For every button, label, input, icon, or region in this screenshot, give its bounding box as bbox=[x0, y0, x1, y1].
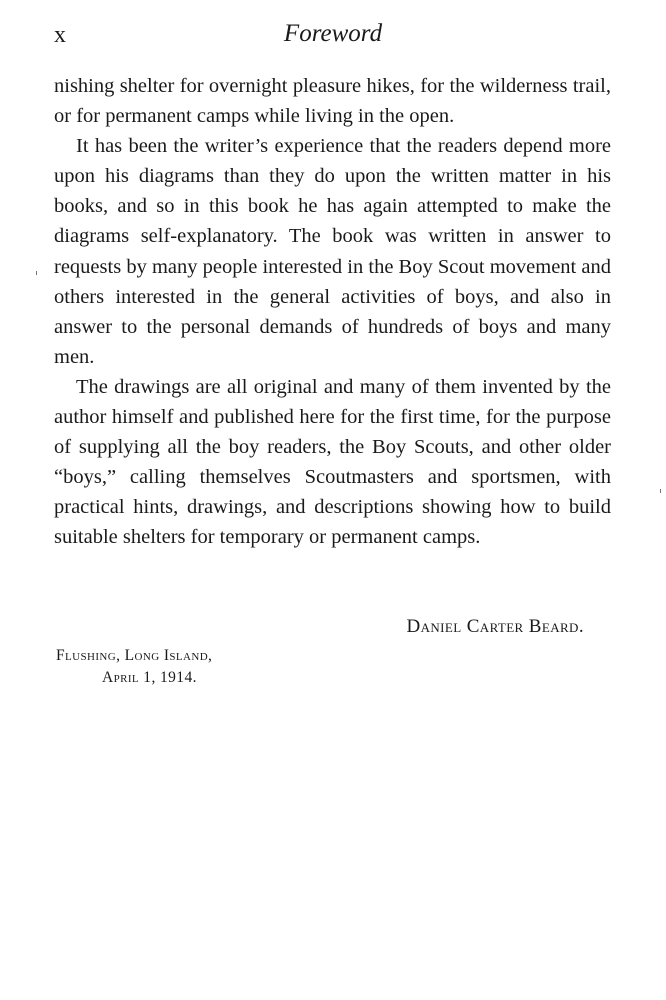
date-line: April 1, 1914. bbox=[102, 669, 197, 686]
paragraph-drawings: The drawings are all original and many of them invented by the author himself and published here for the first time, for the purpose of supplying all the boy readers, the Boy Scouts, and other older “boys,” calling themselves Scoutmasters and sportsmen, with practical hints, drawings, and descriptions showing how to build suitable shelters for temporary or permanent camps. bbox=[54, 375, 611, 549]
author-signature: Daniel Carter Beard. bbox=[406, 616, 584, 637]
paragraph-diagrams: It has been the writer’s experience that the readers depend more upon his diagrams than they do upon the written matter in his books, and so in this book he has again attempted to make the diagrams self-explanatory. The book was written in answer to requests by many people interested in the Boy Scout movement and others interested in the general activities of boys, and also in answer to the personal demands of hundreds of boys and many men. bbox=[54, 135, 611, 368]
scan-mark bbox=[36, 271, 37, 275]
foreword-body bbox=[54, 71, 611, 553]
place-line: Flushing, Long Island, bbox=[56, 647, 213, 664]
page-number: x bbox=[54, 22, 66, 48]
scan-mark bbox=[660, 489, 661, 493]
running-title: Foreword bbox=[283, 20, 383, 47]
paragraph-continuation: nishing shelter for overnight pleasure hikes, for the wilderness trail, or for permanent camps while living in the open. bbox=[54, 75, 611, 128]
